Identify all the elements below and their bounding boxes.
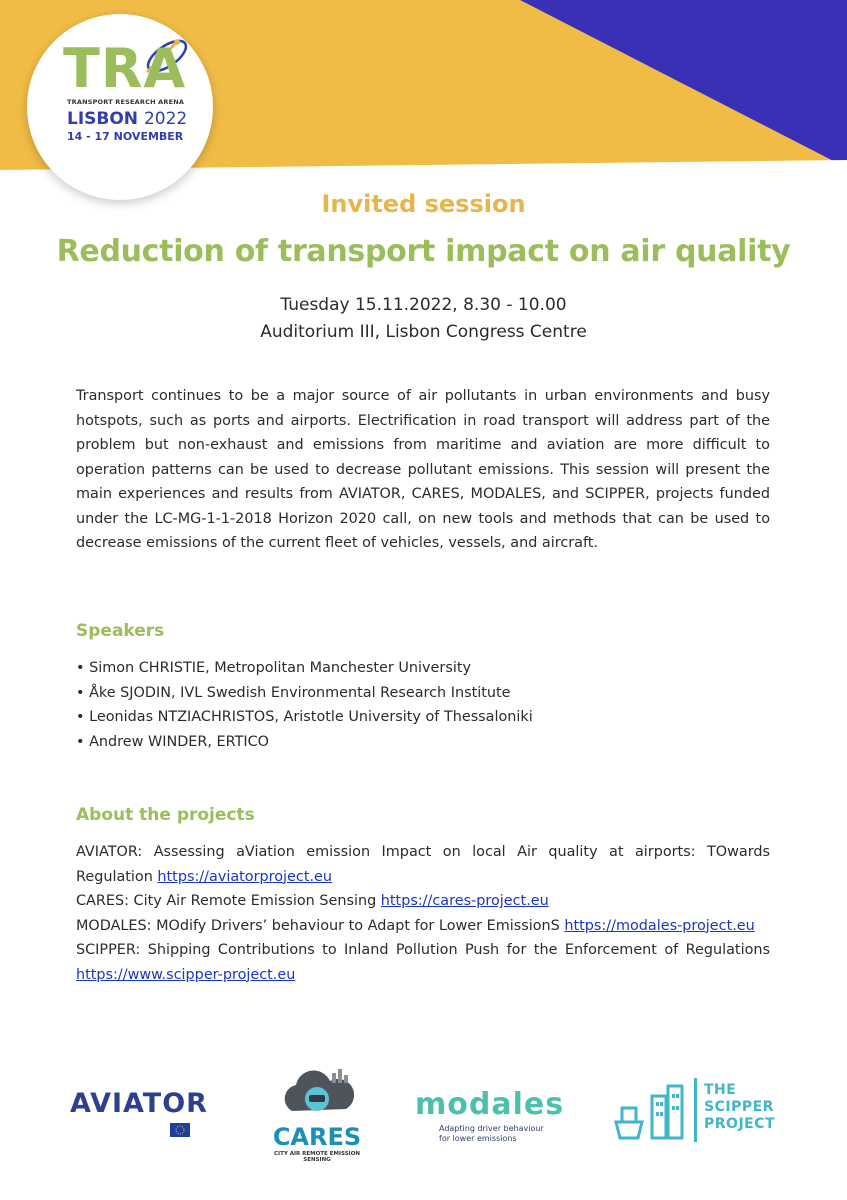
speaker-item: • Åke SJODIN, IVL Swedish Environmental Research Institute [76, 681, 533, 706]
tra-logo-dates: 14 - 17 NOVEMBER [67, 130, 184, 143]
speakers-heading: Speakers [76, 621, 165, 641]
session-label: Invited session [321, 190, 526, 218]
scipper-logo-text [704, 1082, 775, 1133]
session-datetime: Tuesday 15.11.2022, 8.30 - 10.00 [280, 295, 567, 315]
project-description: CARES: City Air Remote Emission Sensing [76, 893, 377, 909]
cares-logo-text: CARES [272, 1123, 362, 1151]
modales-tagline-line: Adapting driver behaviour [439, 1124, 544, 1133]
tra-lisbon-logo [27, 14, 213, 200]
project-item-aviator [76, 840, 770, 889]
speaker-item: • Andrew WINDER, ERTICO [76, 730, 533, 755]
modales-logo [415, 1087, 575, 1150]
project-description: MODALES: MOdify Drivers’ behaviour to Adapt for Lower EmissionS [76, 917, 560, 934]
project-link-cares[interactable]: https://cares-project.eu [380, 893, 549, 909]
project-link-modales[interactable]: https://modales-project.eu [564, 917, 755, 934]
tra-logo-city [67, 109, 187, 129]
speaker-item: • Leonidas NTZIACHRISTOS, Aristotle University of Thessaloniki [76, 705, 533, 730]
scipper-logo [612, 1078, 812, 1146]
eu-flag-icon [70, 1123, 190, 1139]
projects-list [76, 840, 770, 987]
tra-logo-subtitle: TRANSPORT RESEARCH ARENA [67, 98, 185, 106]
scipper-divider [694, 1078, 697, 1142]
cares-tagline: CITY AIR REMOTE EMISSION SENSING [273, 1151, 361, 1163]
project-item-cares [76, 889, 770, 914]
project-item-scipper [76, 938, 770, 987]
aviator-logo [70, 1088, 220, 1148]
aviator-logo-text: AVIATOR [70, 1088, 208, 1119]
speakers-list [76, 656, 533, 754]
tra-logo-year: 2022 [143, 109, 188, 129]
project-link-scipper[interactable]: https://www.scipper-project.eu [76, 966, 296, 983]
tra-logo-city-name: LISBON [67, 109, 139, 129]
scipper-logo-line: SCIPPER [704, 1099, 774, 1115]
cares-logo [262, 1065, 372, 1165]
scipper-logo-line: PROJECT [704, 1116, 776, 1132]
modales-tagline-line: for lower emissions [439, 1134, 517, 1143]
tra-logo-brand: TRA [63, 37, 187, 100]
project-item-modales [76, 914, 770, 939]
session-description: Transport continues to be a major source of air pollutants in urban environments and busy hotspots, such as ports and airports. Electrification in road transport will address part of the problem but non-exhaust and emissions from maritime and aviation are more difficult to operation patterns can be used to decrease pollutant emissions. This session will present the main experiences and results from AVIATOR, CARES, MODALES, and SCIPPER, projects funded under the LC-MG-1-1-2018 Horizon 2020 call, on new tools and methods that can be used to decrease emissions of the current fleet of vehicles, vessels, and aircraft. [76, 388, 770, 551]
projects-heading: About the projects [76, 805, 255, 825]
modales-tagline [415, 1124, 575, 1144]
speaker-item: • Simon CHRISTIE, Metropolitan Manchester University [76, 656, 533, 681]
project-link-aviator[interactable]: https://aviatorproject.eu [157, 868, 333, 885]
session-venue: Auditorium III, Lisbon Congress Centre [260, 322, 587, 342]
session-title: Reduction of transport impact on air quality [56, 234, 791, 269]
project-description: SCIPPER: Shipping Contributions to Inland Pollution Push for the Enforcement of Regulations [76, 942, 770, 958]
project-description: AVIATOR: Assessing aViation emission Impact on local Air quality at airports: TOwards Regulation [76, 844, 770, 885]
ship-city-icon [612, 1078, 688, 1142]
modales-logo-text: modales [415, 1087, 565, 1122]
cloud-car-icon [272, 1065, 362, 1121]
session-info [0, 292, 847, 346]
scipper-logo-line: THE [704, 1082, 737, 1098]
